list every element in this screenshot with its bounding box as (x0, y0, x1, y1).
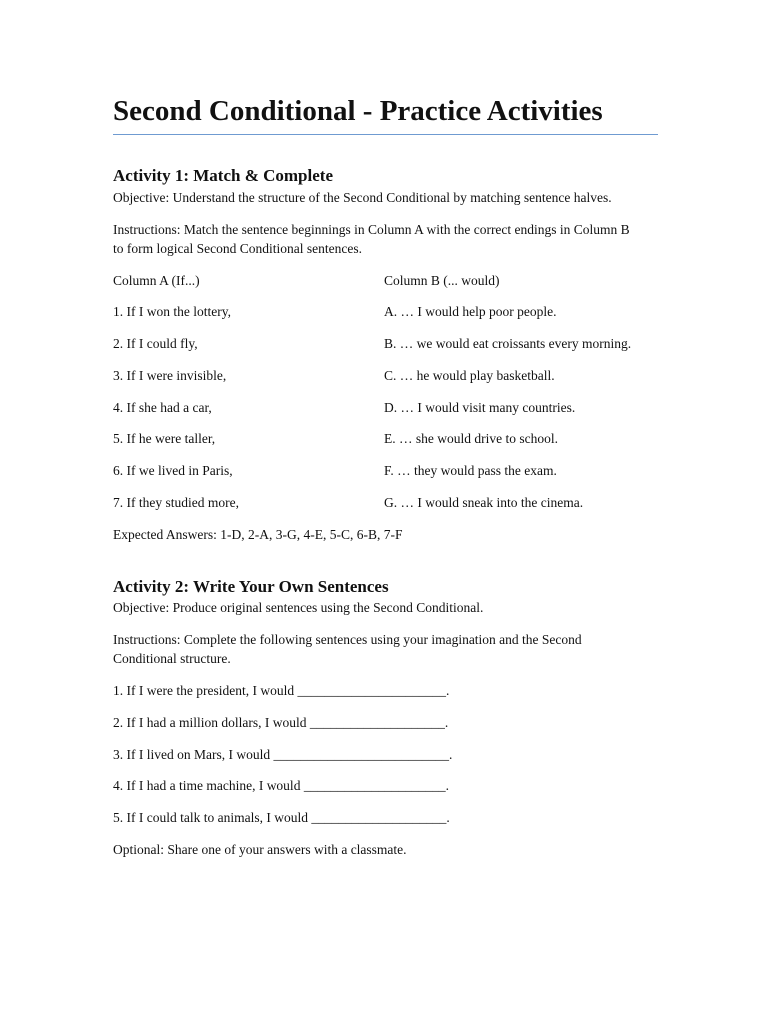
activity2-heading: Activity 2: Write Your Own Sentences (113, 577, 389, 596)
sentence-prompt: 3. If I lived on Mars, I would __________________________. (113, 747, 453, 762)
column-a-item: 4. If she had a car, (113, 400, 212, 415)
column-b-item: G. … I would sneak into the cinema. (384, 495, 584, 510)
column-b-item: A. … I would help poor people. (384, 304, 557, 319)
column-a-item: 2. If I could fly, (113, 336, 198, 351)
optional-note: Optional: Share one of your answers with a classmate. (113, 842, 407, 857)
column-b-item: B. … we would eat croissants every morning. (384, 336, 632, 351)
column-b-header: Column B (... would) (384, 273, 500, 288)
activity2-objective: Objective: Produce original sentences using the Second Conditional. (113, 600, 484, 615)
sentence-prompt: 5. If I could talk to animals, I would ____________________. (113, 810, 450, 825)
expected-answers: Expected Answers: 1-D, 2-A, 3-G, 4-E, 5-C, 6-B, 7-F (113, 527, 403, 542)
column-a-item: 6. If we lived in Paris, (113, 463, 233, 478)
activity1-heading: Activity 1: Match & Complete (113, 166, 333, 185)
activity2-instructions-line2: Conditional structure. (113, 651, 231, 666)
activity1-instructions-line2: to form logical Second Conditional sentences. (113, 241, 362, 256)
activity1-objective: Objective: Understand the structure of the Second Conditional by matching sentence halves. (113, 190, 612, 205)
page-title: Second Conditional - Practice Activities (113, 95, 603, 127)
activity1-instructions-line1: Instructions: Match the sentence beginnings in Column A with the correct endings in Column B (113, 222, 630, 237)
column-a-item: 1. If I won the lottery, (113, 304, 231, 319)
column-b-item: F. … they would pass the exam. (384, 463, 557, 478)
column-a-item: 5. If he were taller, (113, 431, 216, 446)
column-a-item: 3. If I were invisible, (113, 368, 227, 383)
column-a-item: 7. If they studied more, (113, 495, 239, 510)
sentence-prompt: 1. If I were the president, I would ______________________. (113, 683, 450, 698)
column-a-header: Column A (If...) (113, 273, 200, 288)
column-b-item: C. … he would play basketball. (384, 368, 555, 383)
column-b-item: E. … she would drive to school. (384, 431, 558, 446)
activity2-instructions-line1: Instructions: Complete the following sentences using your imagination and the Second (113, 632, 582, 647)
sentence-prompt: 2. If I had a million dollars, I would ____________________. (113, 715, 449, 730)
title-underline (113, 134, 658, 135)
sentence-prompt: 4. If I had a time machine, I would _____________________. (113, 778, 449, 793)
column-b-item: D. … I would visit many countries. (384, 400, 576, 415)
